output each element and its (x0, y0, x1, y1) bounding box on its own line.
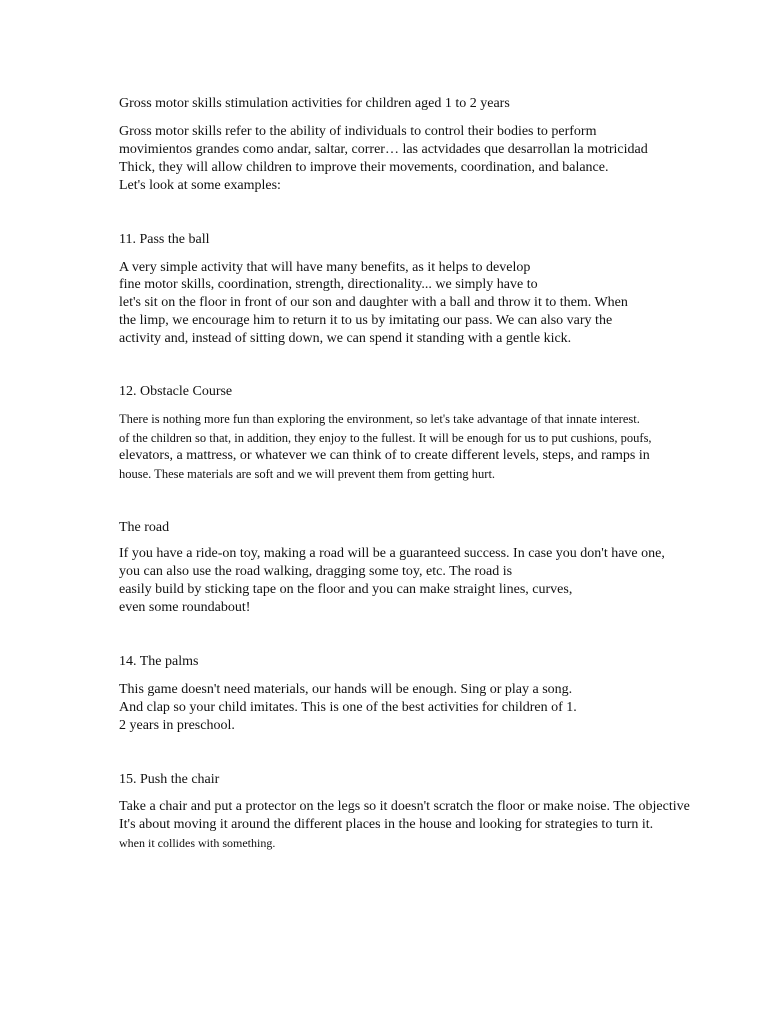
section-heading-pass-the-ball: 11. Pass the ball (119, 232, 210, 247)
section-line: let's sit on the floor in front of our son and daughter with a ball and throw it to them. When (119, 295, 628, 310)
section-line: This game doesn't need materials, our hands will be enough. Sing or play a song. (119, 682, 573, 697)
section-line: There is nothing more fun than exploring the environment, so let's take advantage of that innate interest. (119, 412, 640, 426)
section-line: even some roundabout! (119, 600, 251, 615)
intro-line: Let's look at some examples: (119, 178, 281, 193)
section-line: Take a chair and put a protector on the legs so it doesn't scratch the floor or make noise. The objective (119, 799, 690, 814)
intro-line: Gross motor skills refer to the ability of individuals to control their bodies to perform (119, 124, 597, 139)
section-heading-obstacle-course: 12. Obstacle Course (119, 384, 233, 399)
intro-line: Thick, they will allow children to improve their movements, coordination, and balance. (119, 160, 609, 175)
section-line: easily build by sticking tape on the floor and you can make straight lines, curves, (119, 582, 573, 597)
section-line: elevators, a mattress, or whatever we can think of to create different levels, steps, and ramps in (119, 448, 650, 463)
section-line: And clap so your child imitates. This is one of the best activities for children of 1. (119, 700, 577, 715)
section-line: It's about moving it around the different places in the house and looking for strategies to turn it. (119, 817, 654, 832)
document-title: Gross motor skills stimulation activities for children aged 1 to 2 years (119, 96, 510, 111)
section-line: the limp, we encourage him to return it to us by imitating our pass. We can also vary the (119, 313, 613, 328)
intro-line: movimientos grandes como andar, saltar, correr… las actvidades que desarrollan la motricidad (119, 142, 648, 157)
section-line: house. These materials are soft and we will prevent them from getting hurt. (119, 467, 496, 481)
section-line: you can also use the road walking, dragging some toy, etc. The road is (119, 564, 513, 579)
section-line: A very simple activity that will have many benefits, as it helps to develop (119, 260, 531, 275)
section-heading-push-the-chair: 15. Push the chair (119, 772, 220, 787)
section-line: when it collides with something. (119, 836, 276, 850)
section-heading-the-road: The road (119, 520, 170, 535)
section-line: of the children so that, in addition, they enjoy to the fullest. It will be enough for us to put cushions, poufs, (119, 431, 652, 445)
section-line: fine motor skills, coordination, strength, directionality... we simply have to (119, 277, 538, 292)
section-line: 2 years in preschool. (119, 718, 235, 733)
section-line: If you have a ride-on toy, making a road will be a guaranteed success. In case you don't have one, (119, 546, 665, 561)
section-line: activity and, instead of sitting down, we can spend it standing with a gentle kick. (119, 331, 572, 346)
section-heading-the-palms: 14. The palms (119, 654, 199, 669)
